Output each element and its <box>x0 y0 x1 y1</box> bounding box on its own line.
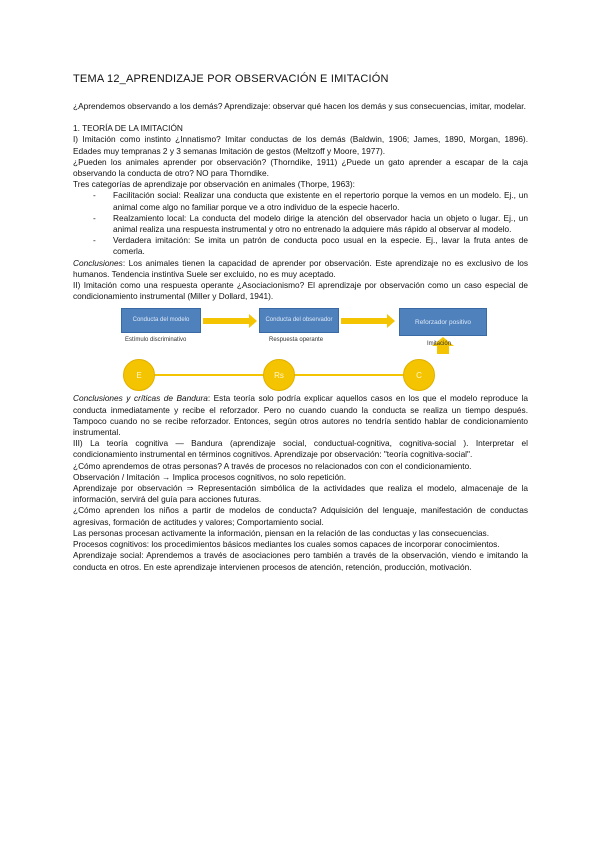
paragraph-animals: ¿Pueden los animales aprender por observación? (Thorndike, 1911) ¿Puede un gato aprender a escapar de la caja observando la conducta de otro? NO para Thorndike. <box>73 156 528 179</box>
paragraph-conclusions-bandura <box>73 393 528 438</box>
circle-c: C <box>403 359 435 391</box>
positive-reinforcer-box: Reforzador positivo <box>399 308 487 336</box>
page-title: TEMA 12_APRENDIZAJE POR OBSERVACIÓN E IMITACIÓN <box>73 73 389 85</box>
conclusions-bandura-label: Conclusiones y críticas de Bandura <box>73 393 208 404</box>
paragraph-cognitive-processes: Procesos cognitivos: los procedimientos básicos mediantes los cuales somos capaces de incorporar conocimientos. <box>73 539 500 550</box>
list-item: - Verdadera imitación: Se imita un patrón de conducta poco usual en la especie. Ej., lavar la fruta antes de comerla. <box>93 235 528 257</box>
circle-e: E <box>123 359 155 391</box>
paragraph-conclusions-1 <box>73 258 528 280</box>
paragraph-cognitive: III) La teoría cognitiva — Bandura (aprendizaje social, conductual-cognitiva, cognitiva-social ). Interpretar el condicionamiento instrumental en términos cognitivos. Aprendizaje por observación: "teoría cognitiva-social". <box>73 438 528 460</box>
caption-imitation: Imitación <box>427 341 452 348</box>
conclusions-bandura-text: : Esta teoría solo podría explicar aquellos casos en los que el modelo reproduce la conducta inmediatamente y recibe el reforzador. Pero no cuando cuando la conducta se realiza un tiempo después. Tampoco cuando no se recibe reforzador. Entonces, según otros autores no tendría sentido hablar de condicionamiento instrumental. <box>73 393 528 438</box>
list-item: - Realzamiento local: La conducta del modelo dirige la atención del observador hacia un objeto o lugar. Ej., un animal realiza una respuesta instrumental y otro no entrenado la adquiere más rápido al observar al modelo. <box>93 213 528 235</box>
intro-paragraph: ¿Aprendemos observando a los demás? Aprendizaje: observar qué hacen los demás y sus consecuencias, imitar, modelar. <box>73 101 526 111</box>
circle-rs: Rs <box>263 359 295 391</box>
paragraph-operant: II) Imitación como una respuesta operante ¿Asociacionismo? El aprendizaje por observación como un caso especial de condicionamiento instrumental (Miller y Dollard, 1941). <box>73 280 528 302</box>
conditioning-diagram <box>73 306 528 391</box>
conclusions-label: Conclusiones <box>73 257 123 268</box>
conclusions-text: : Los animales tienen la capacidad de aprender por observación. Este aprendizaje no es exclusivo de los humanos. Tendencia instintiva Suele ser excluido, no es muy aceptado. <box>73 257 528 279</box>
model-behavior-box: Conducta del modelo <box>121 308 201 333</box>
paragraph-observational-learning: Aprendizaje por observación ⇒ Representación simbólica de la actividades que realiza el modelo, almacenaje de la información, servirá del guía para acciones futuras. <box>73 483 528 505</box>
paragraph-people: Las personas procesan activamente la información, piensan en la relación de las conductas y las consecuencias. <box>73 527 490 538</box>
arrow-right-2 <box>341 314 395 328</box>
paragraph-observation: Observación / Imitación → Implica procesos cognitivos, no solo repetición. <box>73 471 346 482</box>
paragraph-social-learning: Aprendizaje social: Aprendemos a través de asociaciones pero también a través de la observación, viendo e imitando la conducta en otros. En este aprendizaje intervienen procesos de atención, retención, producción, motivación. <box>73 550 528 572</box>
section-heading-imitation: 1. TEORÍA DE LA IMITACIÓN <box>73 123 183 134</box>
paragraph-categories: Tres categorías de aprendizaje por observación en animales (Thorpe, 1963): <box>73 179 355 190</box>
paragraph-instinct: I) Imitación como instinto ¿Innatismo? Imitar conductas de los demás (Baldwin, 1906; James, 1890, Morgan, 1896). Edades muy tempranas 2 y 3 semanas Imitación de gestos (Meltzoff y Moore, 1977). <box>73 134 528 156</box>
list-item: - Facilitación social: Realizar una conducta que existente en el repertorio porque la vemos en un modelo. Ej., un animal come algo no familiar porque ve a otro individuo de la especie hacerlo. <box>93 190 528 212</box>
caption-operant-response: Respuesta operante <box>269 337 324 344</box>
paragraph-children: ¿Cómo aprenden los niños a partir de modelos de conducta? Adquisición del lenguaje, manifestación de conductas agresivas, formación de actitudes y valores; Comportamiento social. <box>73 505 528 527</box>
paragraph-how-learn: ¿Cómo aprendemos de otras personas? A través de procesos no relacionados con con el condicionamiento. <box>73 460 472 471</box>
arrow-right-1 <box>203 314 257 328</box>
caption-discriminative-stimulus: Estímulo discriminativo <box>125 337 187 344</box>
observer-behavior-box: Conducta del observador <box>259 308 339 333</box>
document-body <box>73 72 528 573</box>
categories-list <box>73 190 528 257</box>
